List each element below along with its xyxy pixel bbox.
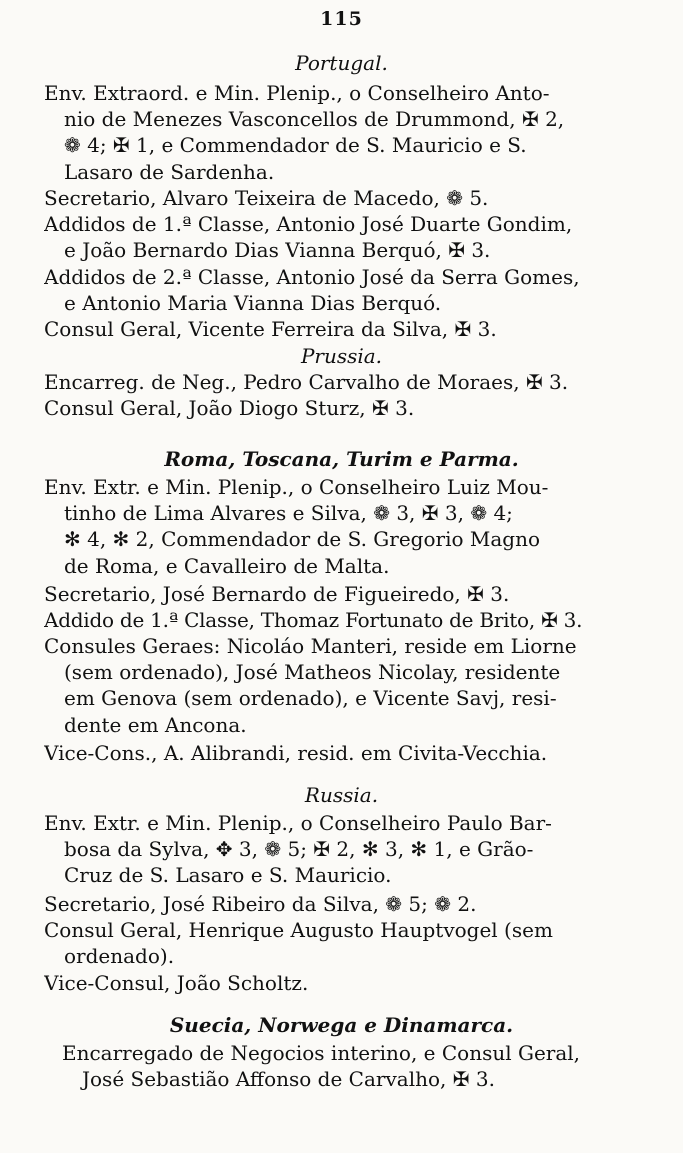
entry-line: Consul Geral, Vicente Ferreira da Silva, ✠ 3. — [44, 317, 497, 341]
entry-line: bosa da Sylva, ✥ 3, ❁ 5; ✠ 2, ✻ 3, ✻ 1, e Grão- — [64, 837, 534, 862]
entry-line: José Sebastião Affonso de Carvalho, ✠ 3. — [82, 1067, 495, 1092]
entry-line: Env. Extr. e Min. Plenip., o Conselheiro Paulo Bar- — [44, 811, 552, 835]
section-heading-prussia: Prussia. — [300, 344, 383, 368]
entry-portugal-secretary — [44, 185, 640, 211]
entry-line: Consul Geral, Henrique Augusto Hauptvogel (sem — [44, 918, 553, 942]
entry-roma-secretary — [44, 581, 640, 607]
page-number: 115 — [320, 8, 363, 30]
section-heading-portugal: Portugal. — [295, 51, 388, 75]
entry-line: Secretario, Alvaro Teixeira de Macedo, ❁ 5. — [44, 186, 489, 210]
entry-roma-envoy — [44, 474, 640, 579]
entry-russia-consul — [44, 917, 640, 969]
entry-line: Lasaro de Sardenha. — [64, 159, 275, 184]
entry-line: Addidos de 1.ª Classe, Antonio José Duarte Gondim, — [44, 212, 573, 236]
entry-portugal-attaches-2 — [44, 264, 640, 316]
entry-line: de Roma, e Cavalleiro de Malta. — [64, 553, 390, 578]
entry-russia-secretary — [44, 891, 640, 917]
entry-line: ❁ 4; ✠ 1, e Commendador de S. Mauricio e S. — [64, 133, 527, 158]
entry-line: Addido de 1.ª Classe, Thomaz Fortunato de Brito, ✠ 3. — [44, 608, 583, 632]
entry-russia-vice-consul — [44, 970, 640, 996]
entry-suecia-charge — [62, 1040, 642, 1092]
entry-line: Secretario, José Ribeiro da Silva, ❁ 5; ❁ 2. — [44, 892, 477, 916]
entry-portugal-attaches-1 — [44, 211, 640, 263]
entry-line: nio de Menezes Vasconcellos de Drummond, ✠ 2, — [64, 107, 565, 132]
entry-line: Encarregado de Negocios interino, e Consul Geral, — [62, 1041, 581, 1065]
entry-line: dente em Ancona. — [64, 712, 247, 737]
entry-roma-attache — [44, 607, 640, 633]
section-heading-russia: Russia. — [304, 783, 379, 807]
entry-line: Consul Geral, João Diogo Sturz, ✠ 3. — [44, 396, 415, 420]
entry-line: ✻ 4, ✻ 2, Commendador de S. Gregorio Magno — [64, 527, 540, 552]
section-heading-roma: Roma, Toscana, Turim e Parma. — [164, 447, 519, 471]
entry-line: e Antonio Maria Vianna Dias Berquó. — [64, 291, 442, 316]
entry-line: Env. Extr. e Min. Plenip., o Conselheiro Luiz Mou- — [44, 475, 549, 499]
entry-line: Encarreg. de Neg., Pedro Carvalho de Moraes, ✠ 3. — [44, 370, 569, 394]
entry-roma-vice-consul — [44, 740, 640, 766]
entry-prussia-charge — [44, 369, 640, 395]
entry-line: Secretario, José Bernardo de Figueiredo, ✠ 3. — [44, 582, 510, 606]
entry-line: tinho de Lima Alvares e Silva, ❁ 3, ✠ 3, ❁ 4; — [64, 501, 513, 526]
entry-russia-envoy — [44, 810, 640, 889]
entry-roma-consuls — [44, 633, 640, 738]
entry-line: e João Bernardo Dias Vianna Berquó, ✠ 3. — [64, 238, 491, 263]
entry-line: Cruz de S. Lasaro e S. Mauricio. — [64, 863, 392, 888]
entry-line: ordenado). — [64, 944, 175, 969]
entry-prussia-consul — [44, 395, 640, 421]
entry-line: Vice-Cons., A. Alibrandi, resid. em Civita-Vecchia. — [44, 741, 548, 765]
entry-line: (sem ordenado), José Matheos Nicolay, residente — [64, 660, 561, 685]
entry-line: em Genova (sem ordenado), e Vicente Savj, resi- — [64, 686, 557, 711]
entry-portugal-consul — [44, 316, 640, 342]
entry-line: Consules Geraes: Nicoláo Manteri, reside em Liorne — [44, 634, 577, 658]
entry-line: Addidos de 2.ª Classe, Antonio José da Serra Gomes, — [44, 265, 580, 289]
entry-line: Env. Extraord. e Min. Plenip., o Conselheiro Anto- — [44, 81, 550, 105]
entry-portugal-envoy — [44, 80, 640, 185]
entry-line: Vice-Consul, João Scholtz. — [44, 971, 309, 995]
section-heading-suecia: Suecia, Norwega e Dinamarca. — [169, 1013, 514, 1037]
